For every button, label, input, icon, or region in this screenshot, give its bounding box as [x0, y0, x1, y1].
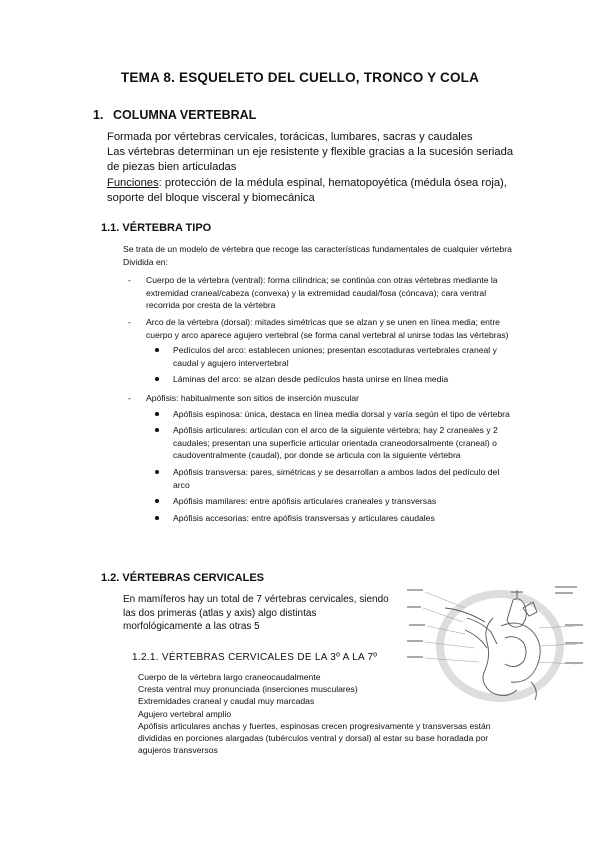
document-title: TEMA 8. ESQUELETO DEL CUELLO, TRONCO Y COLA [120, 70, 480, 85]
list-item-processes [123, 392, 518, 524]
functions-label: Funciones [107, 176, 159, 189]
section-1-2-intro: En mamíferos hay un total de 7 vértebras cervicales, siendo las dos primeras (atlas y axis) algo distintas morfológicamente a las otras 5 [123, 594, 389, 633]
sublist-item: Pedículos del arco: establecen uniones; presentan escotaduras vertebrales craneal y caudal y agujero intervertebral [146, 344, 518, 369]
section-1-1-heading: 1.1. VÉRTEBRA TIPO [101, 222, 212, 234]
feature-line: Cresta ventral muy pronunciada (inserciones musculares) [138, 684, 358, 695]
sublist-item: Apófisis espinosa: única, destaca en línea media dorsal y varía según el tipo de vértebra [146, 408, 518, 421]
list-item-text: Apófisis: habitualmente son sitios de inserción muscular [146, 392, 360, 403]
intro-line-1: Formada por vértebras cervicales, torácicas, lumbares, sacras y caudales [107, 131, 473, 143]
intro-line-2: Las vértebras determinan un eje resistente y flexible gracias a la sucesión seriada de piezas bien articuladas [107, 146, 514, 174]
section-1-1-divided: Dividida en: [123, 256, 168, 267]
section-1-1-body [123, 243, 518, 528]
section-1-2-heading: 1.2. VÉRTEBRAS CERVICALES [101, 572, 265, 584]
list-item-arch [123, 316, 518, 386]
section-1-1-intro: Se trata de un modelo de vértebra que recoge las características fundamentales de cualquier vértebra [123, 244, 512, 254]
sublist-item: Apófisis articulares: articulan con el arco de la siguiente vértebra; hay 2 craneales y 2 caudales; presentan una superficie articular orientada craneodorsalmente (craneal) o caudoventralmente (caudal), por donde se articula con la siguiente vértebra [146, 424, 518, 462]
sublist-item: Apófisis accesorias: entre apófisis transversas y articulares caudales [146, 512, 518, 525]
sublist-item: Apófisis transversa: pares, simétricas y se desarrollan a ambos lados del pedículo del arco [146, 466, 518, 491]
section-1-heading [93, 108, 256, 122]
sublist-item: Láminas del arco: se alzan desde pedículos hasta unirse en línea media [146, 373, 518, 386]
arch-sublist [146, 344, 518, 386]
section-1-intro [107, 130, 522, 206]
sublist-item: Apófisis mamilares: entre apófisis articulares craneales y transversas [146, 495, 518, 508]
section-1-title: COLUMNA VERTEBRAL [113, 108, 257, 122]
vertebra-parts-list [123, 274, 518, 524]
list-item-body [123, 274, 518, 312]
functions-text: : protección de la médula espinal, hematopoyética (médula ósea roja), soporte del bloque visceral y biomecánica [107, 176, 507, 204]
feature-line: Cuerpo de la vértebra largo craneocaudalmente [138, 672, 321, 682]
list-item-text: Arco de la vértebra (dorsal): mitades simétricas que se alzan y se unen en línea media; entre cuerpo y arco aparece agujero vertebral (se forma canal vertebral al unirse todas las vértebras) [146, 316, 509, 340]
processes-sublist [146, 408, 518, 525]
list-item-text: Cuerpo de la vértebra (ventral): forma cilíndrica; se continúa con otras vértebras mediante la extremidad craneal/cabeza (convexa) y la extremidad caudal/fosa (cóncava); cara ventral recorrida por cresta de la vértebra [146, 275, 498, 311]
section-1-number: 1. [93, 108, 104, 122]
feature-line: Agujero vertebral amplio [138, 708, 232, 719]
section-1-2-1-body [138, 671, 522, 756]
feature-line: Apófisis articulares anchas y fuertes, espinosas crecen progresivamente y transversas están divididas en porciones alargadas (tubérculos ventral y dorsal) al estar su base horadada por agujeros transversos [138, 720, 491, 756]
functions-paragraph [107, 176, 522, 206]
section-1-2-1-heading: 1.2.1. VÉRTEBRAS CERVICALES DE LA 3º A LA 7º [132, 652, 378, 663]
feature-line: Extremidades craneal y caudal muy marcadas [138, 696, 315, 707]
